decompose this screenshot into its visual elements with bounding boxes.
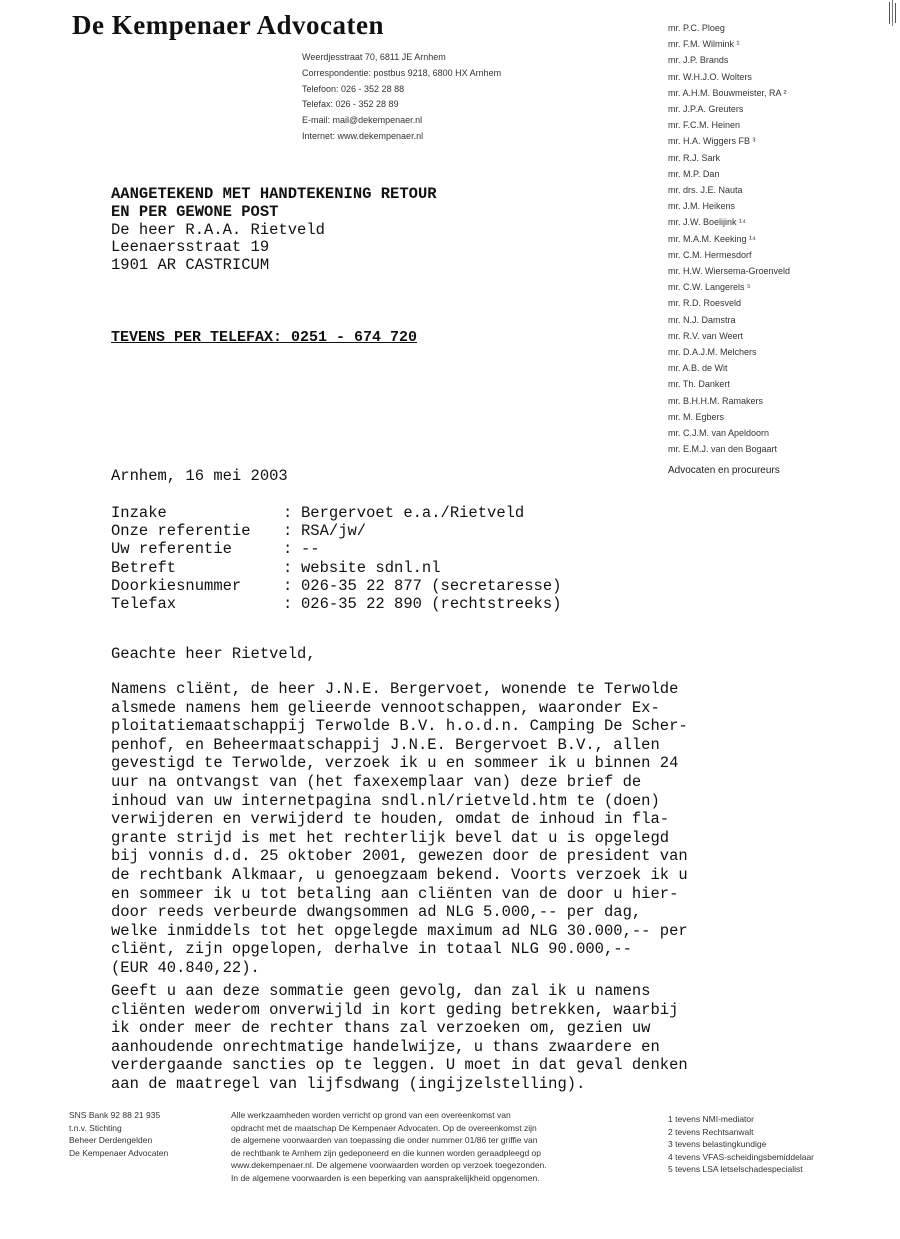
body-line: gevestigd te Terwolde, verzoek ik u en sommeer ik u binnen 24 [111,754,679,773]
footnote: 2 tevens Rechtsanwalt [668,1126,754,1137]
partner-name: mr. R.V. van Weert [668,330,744,341]
partner-name: mr. N.J. Damstra [668,314,736,325]
firm-fax: Telefax: 026 - 352 28 89 [302,99,399,110]
partner-name: mr. M.A.M. Keeking ¹⁴ [668,233,756,244]
body-line: bij vonnis d.d. 25 oktober 2001, gewezen door de president van [111,847,688,866]
reference-row [111,559,561,577]
footer-line: Beheer Derdengelden [69,1135,153,1145]
partner-name: mr. R.J. Sark [668,152,721,163]
reference-label: Telefax [111,595,177,614]
body-line: verdergaande sancties op te leggen. U moet in dat geval denken [111,1056,688,1075]
reference-value: Bergervoet e.a./Rietveld [301,504,525,522]
partner-name: mr. J.P.A. Greuters [668,104,744,115]
delivery-method-line-2: EN PER GEWONE POST [111,202,279,221]
body-line: cliënten wederom onverwijld in kort geding betrekken, waarbij [111,1000,679,1019]
reference-label: Betreft [111,558,177,577]
partner-name: mr. C.J.M. van Apeldoorn [668,428,770,439]
footer-line: de algemene voorwaarden van toepassing die onder nummer 01/86 ter griffie van [231,1135,538,1145]
reference-separator: : [283,558,293,577]
reference-label: Onze referentie [111,522,251,541]
partner-name: mr. P.C. Ploeg [668,23,725,33]
body-line: ploitatiemaatschappij Terwolde B.V. h.o.d.n. Camping De Scher- [111,717,688,736]
partner-name: mr. E.M.J. van den Bogaart [668,444,778,455]
recipient-address-block [111,186,437,275]
reference-row [111,595,561,613]
partner-name: mr. J.M. Heikens [668,201,736,212]
scan-edge-mark [885,0,900,26]
partner-name: mr. W.H.J.O. Wolters [668,71,752,82]
reference-separator: : [283,595,293,614]
partner-name: mr. J.P. Brands [668,55,729,66]
body-line: en sommeer ik u tot betaling aan cliënten van de door u hier- [111,884,679,903]
partner-name: mr. F.C.M. Heinen [668,120,741,131]
body-line: verwijderen en verwijderd te houden, omdat de inhoud in fla- [111,810,670,829]
footer-bank-details [69,1109,168,1159]
footer-line: Alle werkzaamheden worden verricht op grond van een overeenkomst van [231,1110,511,1120]
firm-name: De Kempenaer Advocaten [72,10,384,40]
reference-separator: : [283,504,293,522]
reference-label: Uw referentie [111,540,232,559]
firm-contact-block [302,50,501,145]
reference-value: RSA/jw/ [301,522,367,541]
partner-name: mr. F.M. Wilmink ¹ [668,39,740,50]
footer-line: de rechtbank te Arnhem zijn gedeponeerd en die kunnen worden geraadpleegd op [231,1147,542,1158]
reference-separator: : [283,576,293,595]
reference-table [111,504,561,613]
footnote: 5 tevens LSA letselschadespecialist [668,1164,803,1174]
reference-row [111,522,561,540]
body-line: (EUR 40.840,22). [111,958,260,977]
partner-name: mr. D.A.J.M. Melchers [668,347,757,358]
body-line: alsmede namens hem gelieerde vennootschappen, waaronder Ex- [111,698,660,717]
reference-value: 026-35 22 890 (rechtstreeks) [301,595,562,614]
partner-name: mr. drs. J.E. Nauta [668,185,743,196]
body-line: aan de maatregel van lijfsdwang (ingijzelstelling). [111,1074,586,1093]
reference-separator: : [283,540,293,559]
firm-phone: Telefoon: 026 - 352 28 88 [302,83,405,94]
footer-terms [231,1109,651,1184]
body-line: de rechtbank Alkmaar, u genoegzaam bekend. Voorts verzoek ik u [111,865,688,884]
reference-label: Doorkiesnummer [111,576,242,595]
partner-name: mr. H.A. Wiggers FB ³ [668,136,756,147]
footer-line: SNS Bank 92 88 21 935 [69,1110,161,1120]
footer-line: opdracht met de maatschap De Kempenaer Advocaten. Op de overeenkomst zijn [231,1122,537,1133]
body-line: grante strijd is met het rechterlijk bevel dat u is opgelegd [111,828,670,847]
partner-name: mr. J.W. Boelijink ¹⁴ [668,217,746,228]
body-line: cliënt, zijn opgelopen, derhalve in totaal NLG 90.000,-- [111,940,632,959]
partner-name: mr. B.H.H.M. Ramakers [668,395,764,406]
firm-website: Internet: www.dekempenaer.nl [302,130,424,141]
reference-separator: : [283,522,293,541]
reference-label: Inzake [111,504,167,522]
reference-value: -- [301,540,320,559]
firm-email: E-mail: mail@dekempenaer.nl [302,115,423,126]
partner-name: mr. A.H.M. Bouwmeister, RA ² [668,87,787,98]
footnote: 3 tevens belastingkundige [668,1139,767,1149]
partners-list [668,20,790,457]
delivery-method-line: AANGETEKEND MET HANDTEKENING RETOUR [111,185,437,203]
partner-name: mr. R.D. Roesveld [668,298,742,309]
body-paragraph-1 [111,680,791,978]
partner-name: mr. M.P. Dan [668,168,720,179]
partner-name: mr. A.B. de Wit [668,363,728,374]
partner-name: mr. Th. Dankert [668,379,730,390]
letter-date: Arnhem, 16 mei 2003 [111,467,288,485]
body-line: Namens cliënt, de heer J.N.E. Bergervoet, wonende te Terwolde [111,680,679,698]
body-line: aanhoudende onrechtmatige handelwijze, u thans zwaardere en [111,1037,660,1056]
salutation: Geachte heer Rietveld, [111,645,316,663]
firm-address: Weerdjesstraat 70, 6811 JE Arnhem [302,52,446,62]
body-line: welke inmiddels tot het opgelegde maximum ad NLG 30.000,-- per [111,921,688,940]
body-line: door reeds verbeurde dwangsommen ad NLG 5.000,-- per dag, [111,903,642,922]
firm-postal-address: Correspondentie: postbus 9218, 6800 HX Arnhem [302,67,502,78]
partner-name: mr. C.W. Langerels ⁵ [668,282,751,293]
footer-line: www.dekempenaer.nl. De algemene voorwaarden worden op verzoek toegezonden. [231,1160,547,1170]
partner-name: mr. C.M. Hermesdorf [668,249,752,260]
footnote: 1 tevens NMI-mediator [668,1114,754,1124]
partner-name: mr. M. Egbers [668,411,725,422]
footer-line: De Kempenaer Advocaten [69,1147,169,1158]
recipient-name: De heer R.A.A. Rietveld [111,220,325,239]
partner-name: mr. H.W. Wiersema-Groenveld [668,266,791,277]
fax-notice: TEVENS PER TELEFAX: 0251 - 674 720 [111,329,418,346]
reference-row [111,577,561,595]
reference-row [111,504,561,522]
footer-footnotes [668,1113,814,1176]
reference-row [111,540,561,558]
recipient-city: 1901 AR CASTRICUM [111,256,270,275]
reference-value: 026-35 22 877 (secretaresse) [301,576,562,595]
reference-value: website sdnl.nl [301,558,441,577]
footnote: 4 tevens VFAS-scheidingsbemiddelaar [668,1151,814,1162]
recipient-street: Leenaersstraat 19 [111,238,270,257]
body-line: inhoud van uw internetpagina sndl.nl/rietveld.htm te (doen) [111,791,660,810]
footer-line: t.n.v. Stichting [69,1122,122,1133]
body-line: uur na ontvangst van (het faxexemplaar van) deze brief de [111,772,642,791]
partners-caption: Advocaten en procureurs [668,465,780,476]
body-line: Geeft u aan deze sommatie geen gevolg, dan zal ik u namens [111,982,651,1000]
body-paragraph-2 [111,982,791,1094]
body-line: penhof, en Beheermaatschappij J.N.E. Bergervoet B.V., allen [111,735,660,754]
body-line: ik onder meer de rechter thans zal verzoeken om, gezien uw [111,1019,651,1038]
footer-line: In de algemene voorwaarden is een beperking van aansprakelijkheid opgenomen. [231,1172,540,1183]
